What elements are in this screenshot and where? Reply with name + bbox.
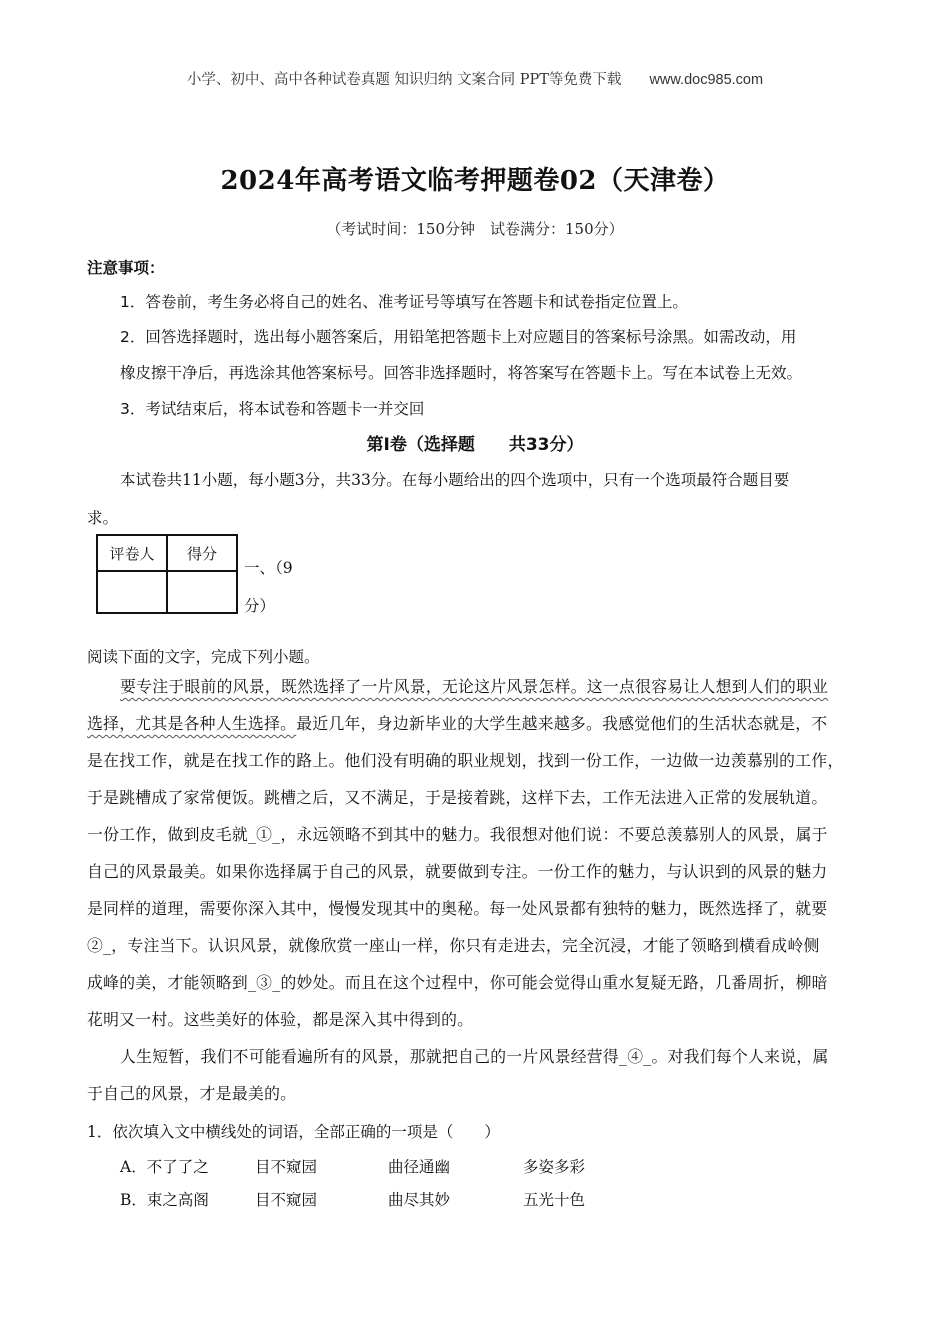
notice-item-2-line-2: 橡皮擦干净后，再选涂其他答案标号。回答非选择题时，将答案写在答题卡上。写在本试卷上无效。 (120, 364, 803, 382)
passage-line: 自己的风景最美。如果你选择属于自己的风景，就要做到专注。一份工作的魅力，与认识到的风景的魅力 (87, 862, 828, 881)
passage-line: ②_，专注当下。认识风景，就像欣赏一座山一样，你只有走进去，完全沉浸，才能了领略到横看成岭侧 (87, 936, 820, 955)
score-table-score-cell[interactable] (167, 571, 237, 613)
question-1-option-b[interactable] (120, 1188, 680, 1210)
notice-item-2-line-1: 2．回答选择题时，选出每小题答案后，用铅笔把答题卡上对应题目的答案标号涂黑。如需改动，用 (120, 328, 797, 346)
passage-highlight: 选择，尤其是各种人生选择。 (87, 714, 297, 733)
option-b-word-1: B．束之高阁 (120, 1191, 209, 1209)
passage-highlight: 要专注于眼前的风景，既然选择了一片风景，无论这片风景怎样。这一点很容易让人想到人们的职业 (120, 677, 829, 696)
exam-info: （考试时间：150分钟 试卷满分：150分） (326, 220, 624, 238)
option-a-word-2: 目不窥园 (255, 1158, 318, 1176)
passage-line: 成峰的美，才能领略到_③_的妙处。而且在这个过程中，你可能会觉得山重水复疑无路，几番周折，柳暗 (87, 973, 828, 992)
passage-line: 是在找工作，就是在找工作的路上。他们没有明确的职业规划，找到一份工作，一边做一边羡慕别的工作， (87, 751, 844, 770)
notice-heading: 注意事项： (87, 259, 165, 277)
passage-line (87, 705, 827, 742)
passage-line (120, 668, 828, 705)
option-b-word-4: 五光十色 (523, 1191, 586, 1209)
page-title: 2024年高考语文临考押题卷02（天津卷） (220, 166, 730, 196)
notice-item-3: 3．考试结束后，将本试卷和答题卡一并交回 (120, 400, 425, 418)
passage-line: 人生短暂，我们不可能看遍所有的风景，那就把自己的一片风景经营得_④_。对我们每个人来说，属 (120, 1047, 829, 1066)
part-label-line-1: 一、（9 (244, 559, 293, 577)
section-title: 第Ⅰ卷（选择题 共33分） (366, 435, 584, 455)
question-1-stem: 1．依次填入文中横线处的词语，全部正确的一项是（ ） (87, 1123, 500, 1141)
page-header (0, 68, 950, 89)
score-table-grader-cell[interactable] (97, 571, 167, 613)
passage-line: 是同样的道理，需要你深入其中，慢慢发现其中的奥秘。每一处风景都有独特的魅力，既然选择了，就要 (87, 899, 828, 918)
score-table-grader-header: 评卷人 (97, 535, 167, 571)
score-table-score-header: 得分 (167, 535, 237, 571)
passage-text: 最近几年，身边新毕业的大学生越来越多。我感觉他们的生活状态就是，不 (296, 714, 828, 733)
option-a-word-3: 曲径通幽 (388, 1158, 451, 1176)
passage-line: 于是跳槽成了家常便饭。跳槽之后，又不满足，于是接着跳，这样下去，工作无法进入正常的发展轨道。 (87, 788, 828, 807)
option-b-word-2: 目不窥园 (255, 1191, 318, 1209)
passage-line: 于自己的风景，才是最美的。 (87, 1084, 297, 1103)
option-b-word-3: 曲尽其妙 (388, 1191, 451, 1209)
header-url[interactable]: www.doc985.com (649, 72, 764, 88)
header-text: 小学、初中、高中各种试卷真题 知识归纳 文案合同 PPT等免费下载 (186, 72, 622, 88)
part-label-line-2: 分） (244, 597, 276, 615)
passage-line: 花明又一村。这些美好的体验，都是深入其中得到的。 (87, 1010, 474, 1029)
option-a-word-1: A．不了了之 (120, 1158, 209, 1176)
section-desc-line-2: 求。 (87, 509, 119, 527)
reading-instruction: 阅读下面的文字，完成下列小题。 (87, 648, 320, 666)
notice-item-1: 1．答卷前，考生务必将自己的姓名、准考证号等填写在答题卡和试卷指定位置上。 (120, 293, 688, 311)
score-table (96, 534, 238, 614)
passage-line: 一份工作，做到皮毛就_①_，永远领略不到其中的魅力。我很想对他们说：不要总羡慕别人的风景，属于 (87, 825, 828, 844)
question-1-option-a[interactable] (120, 1155, 680, 1177)
option-a-word-4: 多姿多彩 (523, 1158, 586, 1176)
section-desc-line-1: 本试卷共11小题，每小题3分，共33分。在每小题给出的四个选项中，只有一个选项最符合题目要 (120, 471, 790, 489)
